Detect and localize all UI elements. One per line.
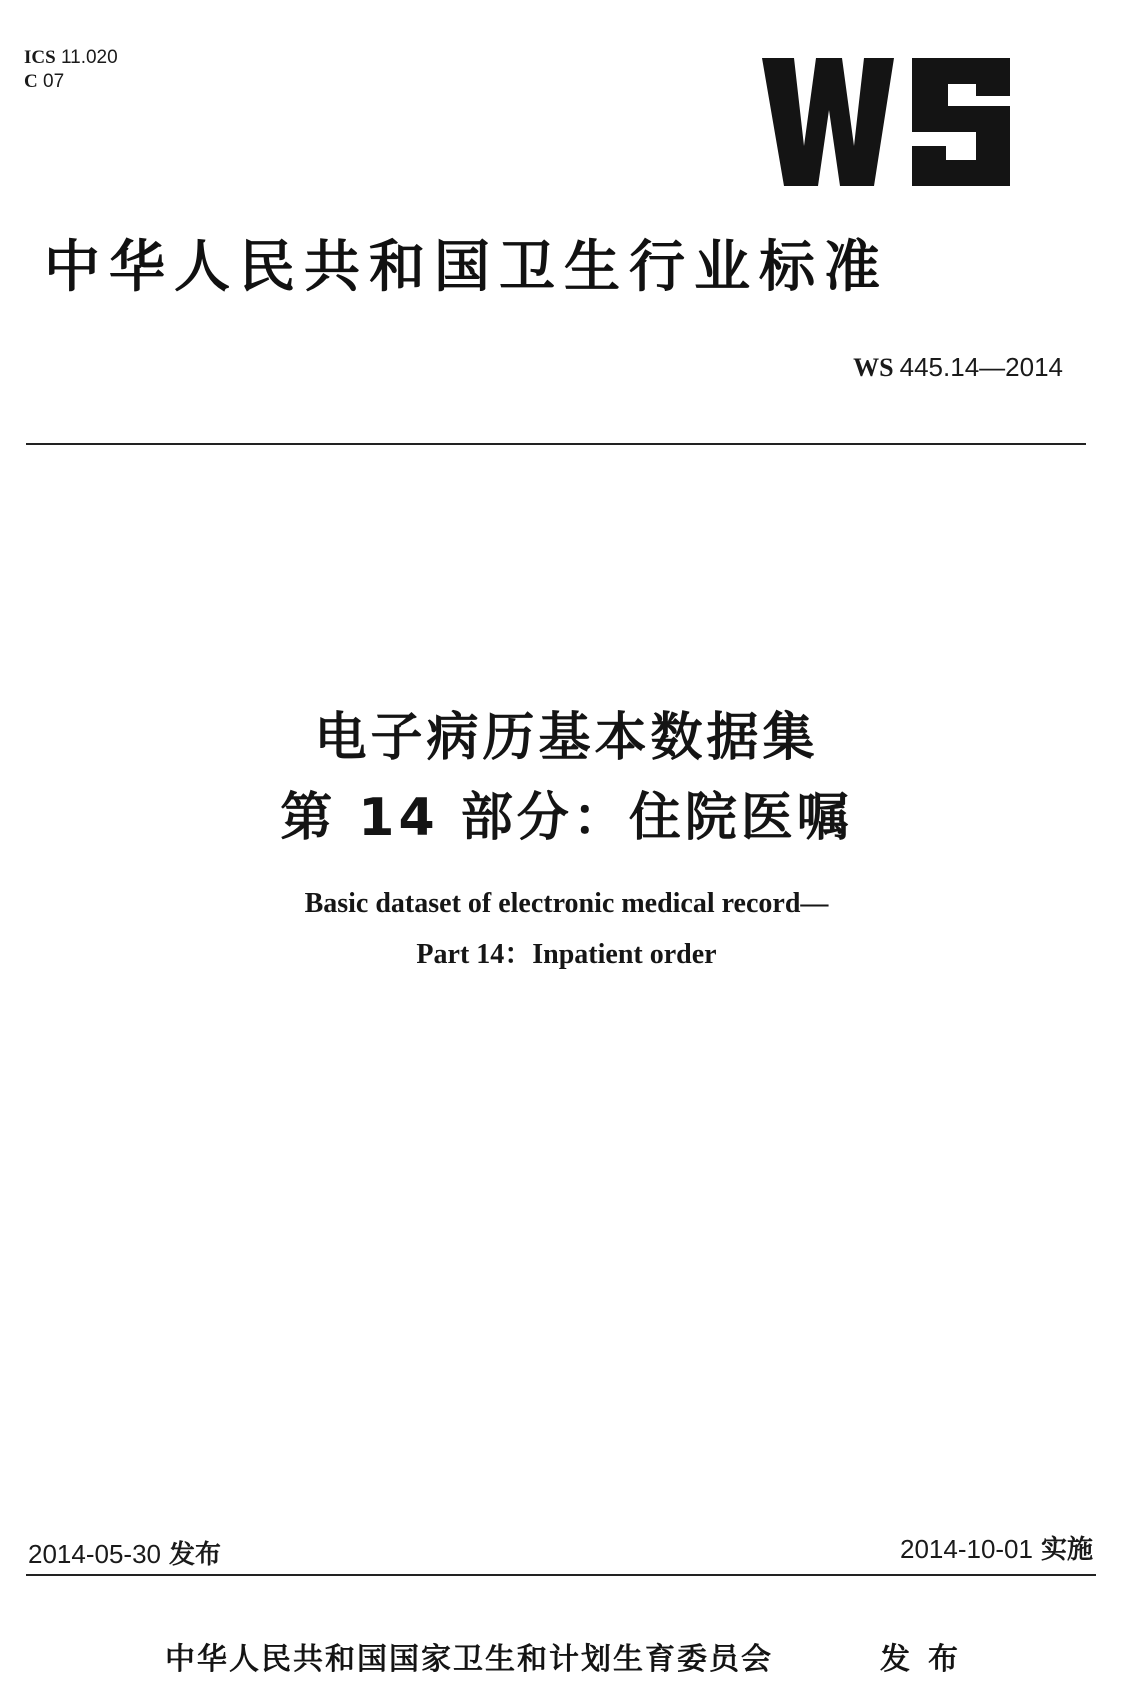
ws-logo-letters	[762, 58, 1010, 186]
standard-code: 445.14—2014	[899, 352, 1063, 382]
classification-codes	[24, 46, 118, 94]
publisher-label: 发布	[880, 1642, 976, 1677]
ics-label: ICS	[24, 47, 56, 68]
ccs-line	[24, 70, 118, 94]
english-title-line-1: Basic dataset of electronic medical record—	[304, 888, 829, 919]
standard-prefix: WS	[853, 353, 894, 382]
top-divider	[26, 443, 1086, 445]
issue-date: 2014-05-30	[28, 1539, 161, 1569]
implementation-date: 2014-10-01	[899, 1534, 1033, 1564]
issue-date-block	[28, 1534, 221, 1571]
issue-label: 发布	[169, 1540, 222, 1570]
ws-logo-letter-s	[912, 58, 1010, 186]
ccs-code: 07	[43, 71, 65, 92]
ics-line	[24, 46, 118, 70]
issuing-body-title: 中华人民共和国卫生行业标准	[44, 234, 889, 300]
chinese-title-line-1: 电子病历基本数据集	[314, 708, 819, 768]
ws-logo	[762, 58, 1020, 186]
publisher-name: 中华人民共和国国家卫生和计划生育委员会	[165, 1642, 773, 1677]
chinese-title-line-2: 第 14 部分：住院医嘱	[280, 788, 853, 848]
ws-logo-letter-w	[762, 58, 894, 186]
implementation-label: 实施	[1040, 1535, 1093, 1565]
english-title-line-2: Part 14：Inpatient order	[416, 939, 717, 970]
ccs-label: C	[24, 71, 38, 92]
bottom-divider	[26, 1574, 1096, 1576]
ics-code: 11.020	[60, 47, 118, 68]
implementation-date-block	[900, 1529, 1093, 1566]
standard-number	[853, 352, 1063, 383]
